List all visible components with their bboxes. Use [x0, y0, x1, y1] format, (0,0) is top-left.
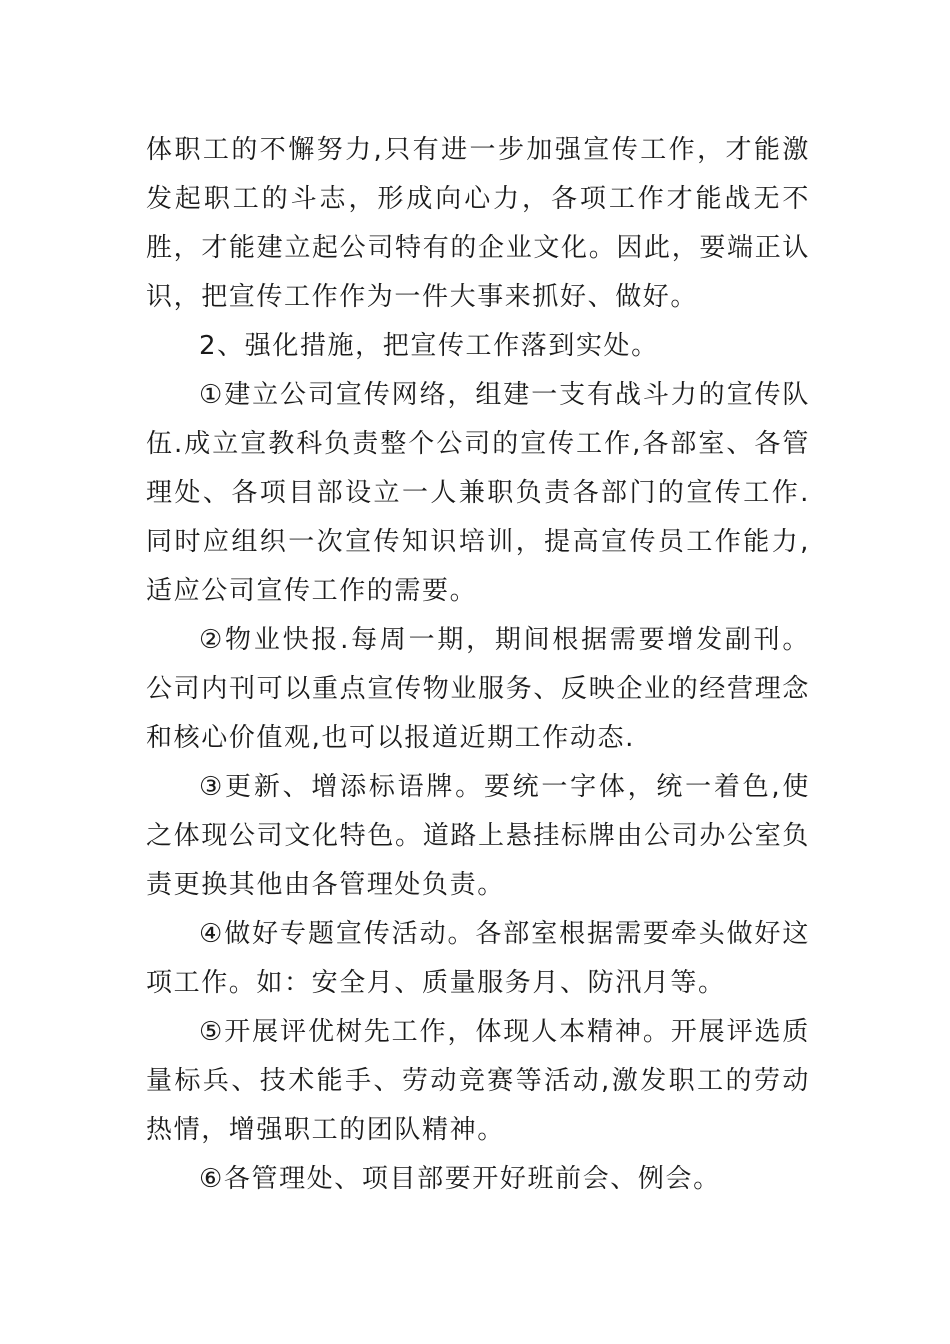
- paragraph-continuation: 体职工的不懈努力,只有进一步加强宣传工作，才能激发起职工的斗志，形成向心力，各项工作才能战无不胜，才能建立起公司特有的企业文化。因此，要端正认识，把宣传工作作为一件大事来抓好、做好。: [146, 135, 810, 312]
- paragraph-item-1: ①建立公司宣传网络，组建一支有战斗力的宣传队伍.成立宣教科负责整个公司的宣传工作,各部室、各管理处、各项目部设立一人兼职负责各部门的宣传工作.同时应组织一次宣传知识培训，提高宣传员工作能力,适应公司宣传工作的需要。: [146, 380, 810, 606]
- paragraph-item-2: ②物业快报.每周一期，期间根据需要增发副刊。公司内刊可以重点宣传物业服务、反映企业的经营理念和核心价值观,也可以报道近期工作动态.: [146, 625, 810, 753]
- paragraph-item-5: ⑤开展评优树先工作，体现人本精神。开展评选质量标兵、技术能手、劳动竞赛等活动,激发职工的劳动热情，增强职工的团队精神。: [146, 1017, 810, 1145]
- paragraph-item-4: ④做好专题宣传活动。各部室根据需要牵头做好这项工作。如：安全月、质量服务月、防汛月等。: [146, 919, 810, 998]
- paragraph-item-6: ⑥各管理处、项目部要开好班前会、例会。: [199, 1164, 721, 1194]
- paragraph-section-heading: 2、强化措施，把宣传工作落到实处。: [199, 331, 659, 361]
- paragraph-item-3: ③更新、增添标语牌。要统一字体，统一着色,使之体现公司文化特色。道路上悬挂标牌由公司办公室负责更换其他由各管理处负责。: [146, 772, 810, 900]
- document-body: [146, 126, 810, 1204]
